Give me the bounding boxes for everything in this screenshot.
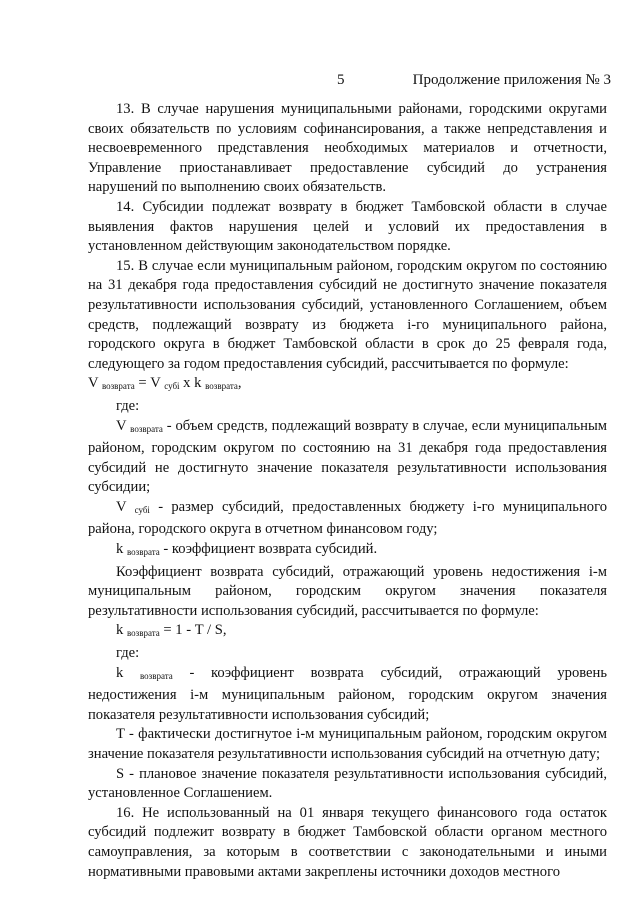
formula-v-subscript: субi: [164, 381, 180, 392]
symbol-v: V: [116, 417, 127, 434]
formula-coefficient: [88, 621, 607, 644]
symbol-vsub: V: [116, 498, 127, 515]
definition-k2-text: - коэффициент возврата субсидий, отражающий уровень недостижения i-м муниципальным районом, городским округом значения показателя результативности использования субсидий;: [88, 664, 608, 723]
symbol-k1: k: [116, 541, 124, 558]
appendix-continuation-title: Продолжение приложения № 3: [412, 72, 611, 88]
definition-v-return: [88, 417, 607, 498]
formula-op: x k: [179, 375, 206, 392]
definition-k-return-1: [88, 540, 607, 563]
definition-t: T - фактически достигнутое i-м муниципальным районом, городским округом значение показателя результативности использования субсидий на отчетную дату;: [88, 726, 607, 762]
coefficient-intro: Коэффициент возврата субсидий, отражающий уровень недостижения i-м муниципальным районом, городским округом значения показателя результативности использования субсидий, рассчитывается по формуле:: [88, 563, 607, 619]
formula2-lhs-subscript: возврата: [126, 628, 160, 639]
page-header: [0, 70, 640, 90]
where-label-1: где:: [116, 397, 140, 414]
symbol-vsub-subscript: субi: [134, 504, 150, 515]
definition-v-text: - объем средств, подлежащий возврату в случае, если муниципальным районом, городским округом по состоянию на 31 декабря года предоставления субсидий не достигнуто значение показателя результативности использования субсидии;: [88, 417, 607, 496]
symbol-k1-subscript: возврата: [126, 547, 160, 558]
page-number: 5: [337, 72, 345, 88]
formula-k-subscript: возврата: [205, 381, 238, 392]
formula2-rhs: = 1 - T / S,: [159, 622, 227, 639]
paragraph-15: 15. В случае если муниципальным районом, городским округом по состоянию на 31 декабря года предоставления субсидий не достигнуто значение показателя результативности использования субсидий, установленного Соглашением, объем средств, подлежащий возврату из бюджета i-го муниципального района, городского округа в бюджет Тамбовской области в срок до 25 февраля года, следующего за годом предоставления субсидий, рассчитывается по формуле:: [88, 257, 607, 372]
document-body: [88, 100, 607, 882]
definition-k1-text: - коэффициент возврата субсидий.: [163, 541, 378, 558]
formula-lhs-subscript: возврата: [101, 381, 135, 392]
definition-vsub-text: - размер субсидий, предоставленных бюджету i-го муниципального района, городского округа в отчетном финансовом году;: [88, 498, 607, 538]
formula-end: ,: [237, 375, 242, 392]
symbol-k2: k: [116, 664, 124, 681]
formula-lhs: V: [88, 375, 99, 392]
paragraph-14: 14. Субсидии подлежат возврату в бюджет Тамбовской области в случае выявления фактов нарушения целей и условий их предоставления в установленном действующим законодательством порядке.: [88, 198, 607, 255]
formula-return-volume: [88, 374, 607, 397]
symbol-k2-subscript: возврата: [139, 670, 173, 681]
definition-k-return-2: [88, 664, 607, 726]
formula2-lhs: k: [116, 622, 124, 639]
where-label-2: где:: [116, 645, 140, 662]
definition-s: S - плановое значение показателя результативности использования субсидий, установленное Соглашением.: [88, 765, 607, 802]
formula-eq: = V: [134, 375, 165, 392]
paragraph-13: 13. В случае нарушения муниципальными районами, городскими округами своих обязательств по условиям софинансирования, а также непредставления и несвоевременного представления необходимых материалов и отчетности, Управление приостанавливает предоставление субсидий до устранения нарушений по выполнению своих обязательств.: [88, 101, 607, 196]
symbol-v-subscript: возврата: [130, 423, 163, 434]
definition-v-subsidy: [88, 498, 607, 540]
paragraph-16: 16. Не использованный на 01 января текущего финансового года остаток субсидий подлежит возврату в бюджет Тамбовской области органом местного самоуправления, за которым в соответствии с законодательными и иными нормативными правовыми актами закреплены источники доходов местного: [88, 804, 607, 880]
